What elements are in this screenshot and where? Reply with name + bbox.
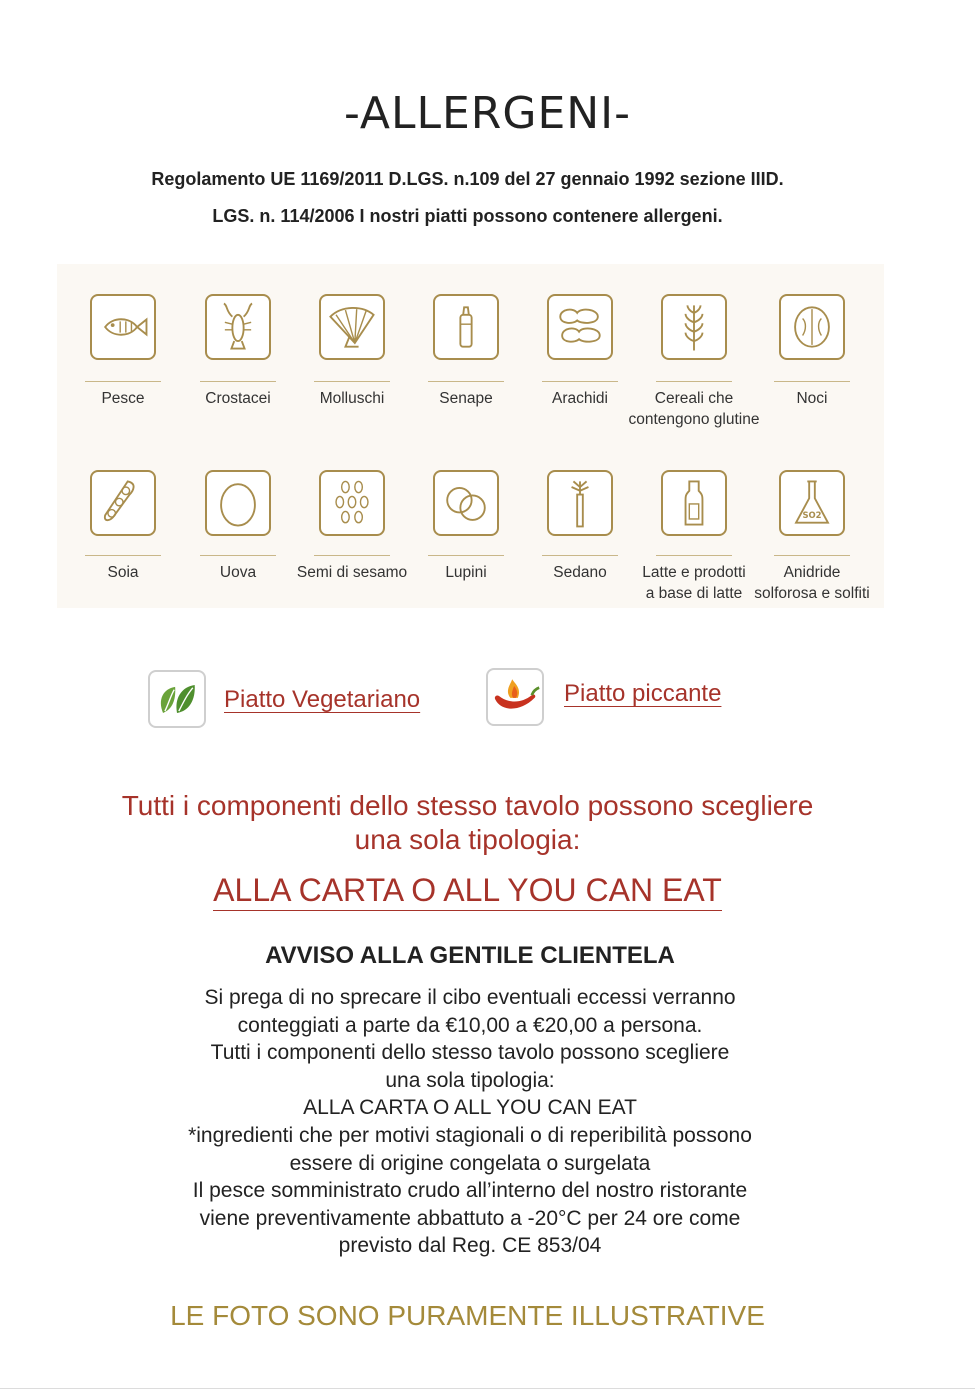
- mustard-bottle-icon: [433, 294, 499, 360]
- table-choice-line-2: una sola tipologia:: [354, 824, 581, 855]
- allergen-label: Sedano: [553, 564, 607, 581]
- allergen-divider: [542, 381, 618, 382]
- notice-line: viene preventivamente abbattuto a -20°C per 24 ore come: [199, 1206, 741, 1230]
- shell-icon: [319, 294, 385, 360]
- notice-line: una sola tipologia:: [385, 1068, 555, 1092]
- allergen-divider: [542, 555, 618, 556]
- allergen-divider: [428, 555, 504, 556]
- allergen-label: Latte e prodotti a base di latte: [642, 564, 746, 602]
- notice-line: Il pesce somministrato crudo all’interno del nostro ristorante: [192, 1179, 748, 1203]
- svg-text:SO2: SO2: [802, 510, 822, 521]
- shrimp-icon: [205, 294, 271, 360]
- allergens-panel: [57, 264, 884, 608]
- allergen-divider: [85, 555, 161, 556]
- regulation-line-1: Regolamento UE 1169/2011 D.LGS. n.109 del 27 gennaio 1992 sezione IIID.: [151, 169, 784, 189]
- allergen-label: Uova: [219, 564, 257, 581]
- menu-choice-text: ALLA CARTA O ALL YOU CAN EAT: [213, 872, 722, 911]
- egg-icon: [205, 470, 271, 536]
- allergen-divider: [656, 381, 732, 382]
- menu-choice-heading: [0, 872, 935, 909]
- allergen-divider: [314, 555, 390, 556]
- wheat-icon: [661, 294, 727, 360]
- allergen-label: Molluschi: [319, 390, 385, 407]
- vegetarian-dish-link[interactable]: Piatto Vegetariano: [224, 686, 421, 713]
- celery-icon: [547, 470, 613, 536]
- allergen-label: Arachidi: [552, 390, 608, 407]
- sesame-icon: [319, 470, 385, 536]
- soy-icon: [90, 470, 156, 536]
- allergen-divider: [200, 381, 276, 382]
- notice-line: essere di origine congelata o surgelata: [289, 1151, 651, 1175]
- allergen-label: Crostacei: [205, 390, 271, 407]
- allergen-divider: [200, 555, 276, 556]
- bottom-divider: [0, 1388, 975, 1389]
- allergen-divider: [774, 555, 850, 556]
- fish-icon: [90, 294, 156, 360]
- allergen-divider: [314, 381, 390, 382]
- allergen-label: Pesce: [101, 390, 145, 407]
- allergen-label: Noci: [796, 390, 828, 407]
- walnut-icon: [779, 294, 845, 360]
- notice-line: previsto dal Reg. CE 853/04: [338, 1234, 602, 1258]
- allergen-label: Anidride solforosa e solfiti: [754, 564, 870, 602]
- vegetarian-leaf-icon: [148, 670, 206, 728]
- allergen-label: Senape: [439, 390, 493, 407]
- spicy-dish-link[interactable]: Piatto piccante: [564, 680, 722, 707]
- lupin-icon: [433, 470, 499, 536]
- customer-notice-body: [0, 984, 940, 1260]
- allergen-label: Soia: [107, 564, 139, 581]
- allergen-divider: [656, 555, 732, 556]
- allergen-divider: [428, 381, 504, 382]
- allergen-label: Cereali che contengono glutine: [628, 390, 760, 428]
- spicy-chili-icon: [486, 668, 544, 726]
- notice-line: conteggiati a parte da €10,00 a €20,00 a persona.: [237, 1013, 703, 1037]
- allergen-label: Lupini: [445, 564, 487, 581]
- milk-bottle-icon: [661, 470, 727, 536]
- regulation-line-2: LGS. n. 114/2006 I nostri piatti possono contenere allergeni.: [212, 206, 723, 226]
- allergen-label: Semi di sesamo: [296, 564, 408, 581]
- page-title: -ALLERGENI-: [343, 88, 632, 139]
- allergen-divider: [774, 381, 850, 382]
- customer-notice-heading: AVVISO ALLA GENTILE CLIENTELA: [265, 942, 675, 969]
- allergen-divider: [85, 381, 161, 382]
- notice-line: Tutti i componenti dello stesso tavolo possono scegliere: [210, 1041, 730, 1065]
- peanut-icon: [547, 294, 613, 360]
- photos-disclaimer: LE FOTO SONO PURAMENTE ILLUSTRATIVE: [170, 1300, 765, 1331]
- flask-so2-icon: [779, 470, 845, 536]
- table-choice-line-1: Tutti i componenti dello stesso tavolo possono scegliere: [121, 790, 814, 821]
- notice-line: *ingredienti che per motivi stagionali o di reperibilità possono: [188, 1123, 752, 1147]
- notice-line: ALLA CARTA O ALL YOU CAN EAT: [303, 1096, 637, 1120]
- notice-line: Si prega di no sprecare il cibo eventuali eccessi verranno: [204, 986, 736, 1009]
